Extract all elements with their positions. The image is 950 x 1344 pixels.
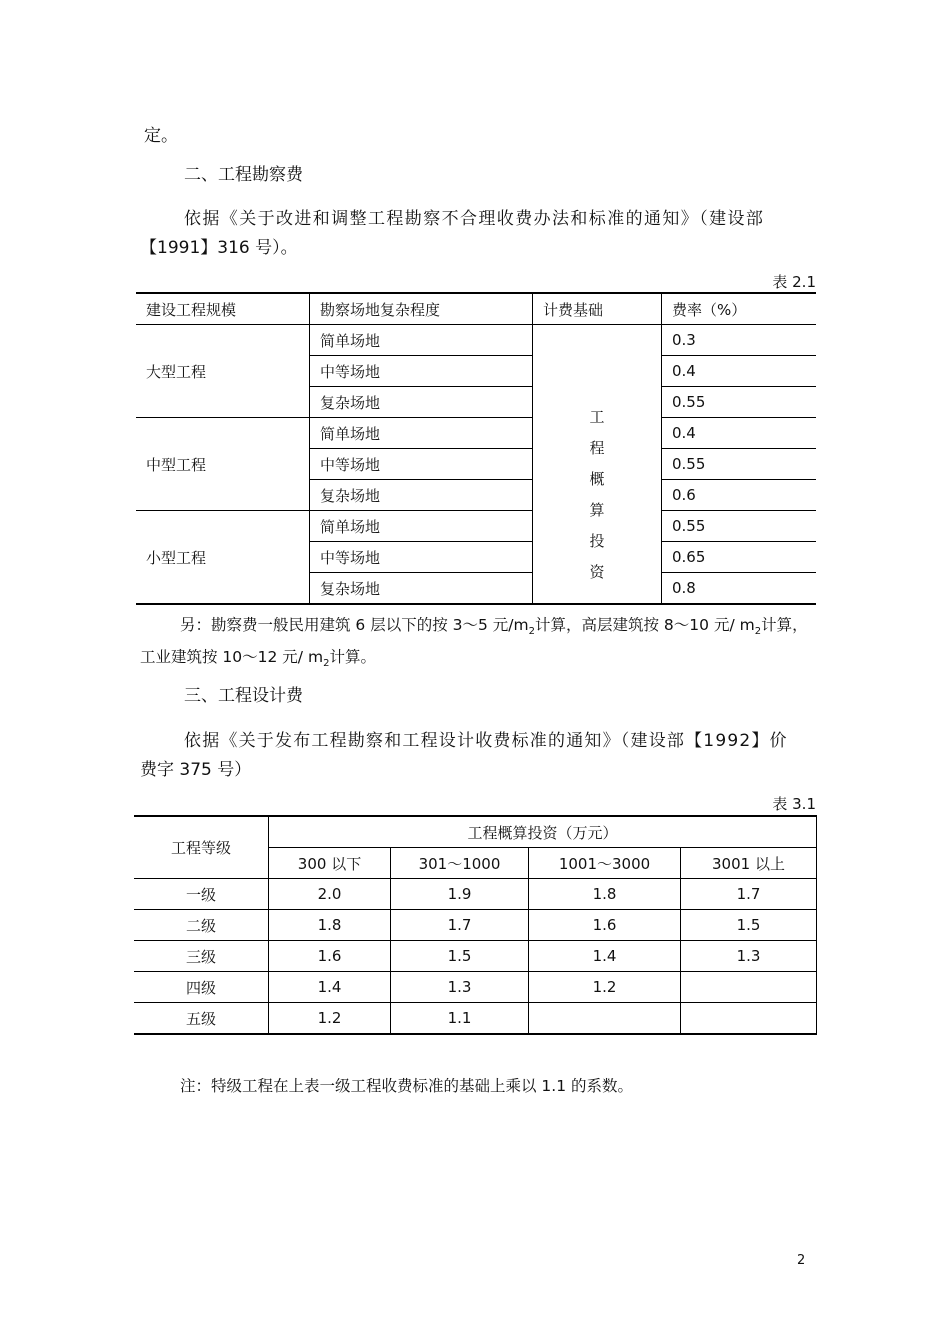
design-fee-table [134,815,817,1035]
value-cell: 1.3 [681,941,817,972]
top-fragment: 定。 [144,126,178,146]
section2-heading: 二、工程勘察费 [184,165,303,185]
value-cell: 1.8 [529,879,681,910]
value-cell [681,1003,817,1035]
fee-base-char: 工 [589,408,605,426]
site-cell: 中等场地 [310,356,533,387]
value-cell: 1.2 [529,972,681,1003]
value-cell: 1.3 [391,972,529,1003]
rate-cell: 0.3 [662,325,817,356]
footnote: 注：特级工程在上表一级工程收费标准的基础上乘以 1.1 的系数。 [180,1077,634,1095]
table-row [134,972,817,1003]
site-cell: 中等场地 [310,542,533,573]
survey-note-line1: 另：勘察费一般民用建筑 6 层以下的按 3～5 元$/m_2$计算，高层建筑按 8～10 元/ $m_2$计算， [180,616,808,638]
grade-cell: 二级 [134,910,269,941]
value-cell: 1.1 [391,1003,529,1035]
subheader-cell: 301～1000 [391,848,529,879]
site-cell: 简单场地 [310,418,533,449]
site-cell: 简单场地 [310,325,533,356]
group-name: 中型工程 [136,418,310,511]
section3-basis-line1: 依据《关于发布工程勘察和工程设计收费标准的通知》（建设部【1992】价 [184,731,788,751]
value-cell: 1.9 [391,879,529,910]
value-cell [529,1003,681,1035]
header-scale: 建设工程规模 [136,293,310,325]
table-row [136,418,816,449]
rate-cell: 0.4 [662,418,817,449]
subheader-cell: 3001 以上 [681,848,817,879]
section2-basis-line2: 【1991】316 号）。 [140,238,298,258]
survey-fee-table [136,292,816,605]
site-cell: 中等场地 [310,449,533,480]
rate-cell: 0.4 [662,356,817,387]
header-investment: 工程概算投资（万元） [269,816,817,848]
group-name: 大型工程 [136,325,310,418]
table31-caption: 表 3.1 [772,795,816,813]
value-cell: 1.5 [391,941,529,972]
grade-cell: 五级 [134,1003,269,1035]
rate-cell: 0.55 [662,449,817,480]
table-row [134,910,817,941]
subheader-cell: 1001～3000 [529,848,681,879]
value-cell: 2.0 [269,879,391,910]
header-grade: 工程等级 [134,816,269,879]
value-cell: 1.8 [269,910,391,941]
value-cell: 1.5 [681,910,817,941]
site-cell: 简单场地 [310,511,533,542]
grade-cell: 一级 [134,879,269,910]
value-cell: 1.6 [269,941,391,972]
header-rate: 费率（%） [662,293,817,325]
table-row [134,1003,817,1035]
value-cell: 1.2 [269,1003,391,1035]
section3-basis-line2: 费字 375 号） [140,760,252,780]
table-row [136,511,816,542]
table-header-row [134,816,817,848]
fee-base-char: 程 [589,439,605,457]
table-row [134,941,817,972]
survey-note-line2: 工业建筑按 10～12 元/ $m_2$计算。 [140,648,376,670]
grade-cell: 四级 [134,972,269,1003]
site-cell: 复杂场地 [310,480,533,511]
value-cell: 1.7 [681,879,817,910]
rate-cell: 0.8 [662,573,817,605]
fee-base-cell [533,325,662,605]
rate-cell: 0.55 [662,387,817,418]
section3-heading: 三、工程设计费 [184,686,303,706]
site-cell: 复杂场地 [310,387,533,418]
subheader-cell: 300 以下 [269,848,391,879]
table-row [136,325,816,356]
fee-base-char: 投 [589,532,605,550]
grade-cell: 三级 [134,941,269,972]
value-cell [681,972,817,1003]
value-cell: 1.4 [269,972,391,1003]
section2-basis-line1: 依据《关于改进和调整工程勘察不合理收费办法和标准的通知》（建设部 [184,209,765,229]
page-number: 2 [797,1253,806,1268]
table-row [134,879,817,910]
value-cell: 1.6 [529,910,681,941]
site-cell: 复杂场地 [310,573,533,605]
fee-base-char: 算 [589,501,605,519]
group-name: 小型工程 [136,511,310,605]
table-header-row [136,293,816,325]
rate-cell: 0.55 [662,511,817,542]
rate-cell: 0.65 [662,542,817,573]
value-cell: 1.4 [529,941,681,972]
value-cell: 1.7 [391,910,529,941]
header-fee-base: 计费基础 [533,293,662,325]
fee-base-char: 概 [589,470,605,488]
header-site-complexity: 勘察场地复杂程度 [310,293,533,325]
rate-cell: 0.6 [662,480,817,511]
fee-base-char: 资 [589,563,605,581]
table21-caption: 表 2.1 [772,273,816,291]
